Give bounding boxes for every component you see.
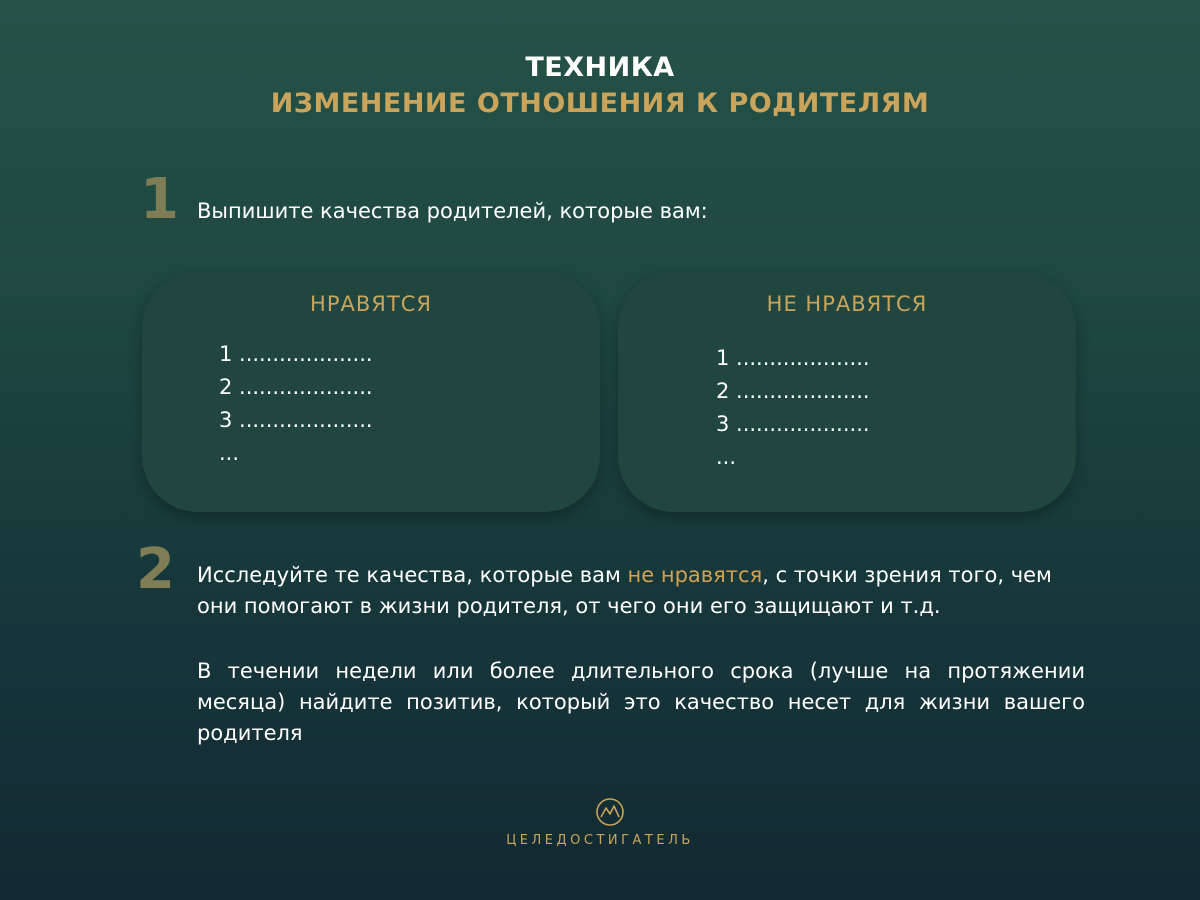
step-2-paragraph: В течении недели или более длительного срока (лучше на протяжении месяца) найдите позитив, который это качество несет для жизни вашего родителя: [197, 659, 1085, 745]
list-item: 2 ....................: [219, 375, 373, 399]
list-item: 2 ....................: [716, 379, 870, 403]
brand-name: ЦЕЛЕДОСТИГАТЕЛЬ: [506, 833, 694, 848]
page-title: ТЕХНИКА: [525, 52, 675, 83]
list-item: 1 ....................: [716, 346, 870, 370]
list-item: ...: [219, 441, 240, 465]
step-1-number: 1: [140, 167, 179, 232]
card-dislikes-title: НЕ НРАВЯТСЯ: [766, 292, 928, 316]
list-item: 3 ....................: [219, 408, 373, 432]
step-2-text-after: , с точки зрения того, чем они помогают в жизни родителя, от чего они его защищают и т.д.: [197, 563, 1052, 618]
list-item: ...: [716, 445, 737, 469]
card-likes-list: [219, 338, 373, 470]
step-1-text: Выпишите качества родителей, которые вам:: [197, 199, 708, 223]
step-2-text-before: Исследуйте те качества, которые вам: [197, 563, 628, 587]
card-dislikes-list: [716, 342, 870, 474]
list-item: 3 ....................: [716, 412, 870, 436]
card-dislikes: [618, 272, 1076, 512]
step-2-text: [197, 560, 1085, 622]
mountain-circle-icon: [595, 797, 625, 827]
step-2-number: 2: [136, 537, 175, 602]
card-likes: [142, 272, 600, 512]
list-item: 1 ....................: [219, 342, 373, 366]
step-2-highlight: не нравятся: [627, 563, 763, 587]
page-subtitle: ИЗМЕНЕНИЕ ОТНОШЕНИЯ К РОДИТЕЛЯМ: [270, 88, 930, 119]
card-likes-title: НРАВЯТСЯ: [310, 292, 432, 316]
